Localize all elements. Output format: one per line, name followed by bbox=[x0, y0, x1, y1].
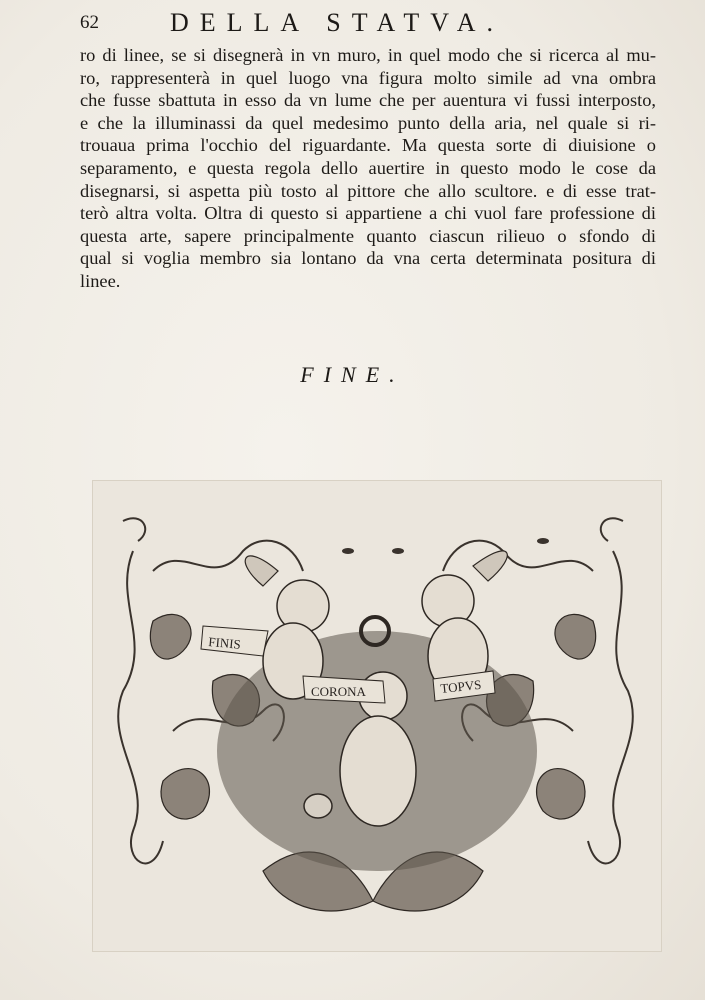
right-vine bbox=[588, 551, 633, 863]
body-text bbox=[80, 44, 656, 293]
text-line: ro, rappresenterà in quel luogo vna figura molto simile ad vna ombra bbox=[80, 67, 656, 88]
insects bbox=[342, 538, 549, 554]
text-line: linee. bbox=[80, 270, 121, 291]
text-line: e che la illuminassi da quel medesimo punto della aria, nel quale si ri- bbox=[80, 112, 656, 133]
text-line: ro di linee, se si disegnerà in vn muro, in quel modo che si ricerca al mu- bbox=[80, 45, 656, 65]
text-line: terò altra volta. Oltra di questo si appartiene a chi vuol fare professione di bbox=[80, 203, 656, 224]
engraving-tailpiece bbox=[92, 480, 662, 952]
text-line: qual si voglia membro sia lontano da vna certa determinata positura di bbox=[80, 248, 656, 269]
left-vine bbox=[118, 551, 163, 863]
text-line: separamento, e questa regola dello auertire in questo modo le cose da bbox=[80, 157, 656, 178]
text-line: disegnarsi, si aspetta più tosto al pittore che allo scultore. e di esse trat- bbox=[80, 180, 656, 201]
page-number: 62 bbox=[80, 12, 99, 33]
wings bbox=[245, 551, 507, 586]
end-mark: FINE. bbox=[300, 362, 405, 387]
running-title: DELLA STATVA. bbox=[170, 8, 505, 37]
engraving-illustration bbox=[93, 481, 661, 951]
banner-text-topvs: TOPVS bbox=[439, 676, 483, 696]
text-line: questa arte, sapere principalmente quanto ciascun rilieuo o sfondo di bbox=[80, 225, 656, 246]
banner-text-corona: CORONA bbox=[311, 684, 366, 699]
banner-text-finis: FINIS bbox=[207, 634, 242, 652]
text-line: trouaua prima l'occhio del riguardante. Ma questa sorte di diuisione o bbox=[80, 135, 656, 156]
text-line: che fusse sbattuta in esso da vn lume che per auentura vi fussi interposto, bbox=[80, 90, 656, 111]
